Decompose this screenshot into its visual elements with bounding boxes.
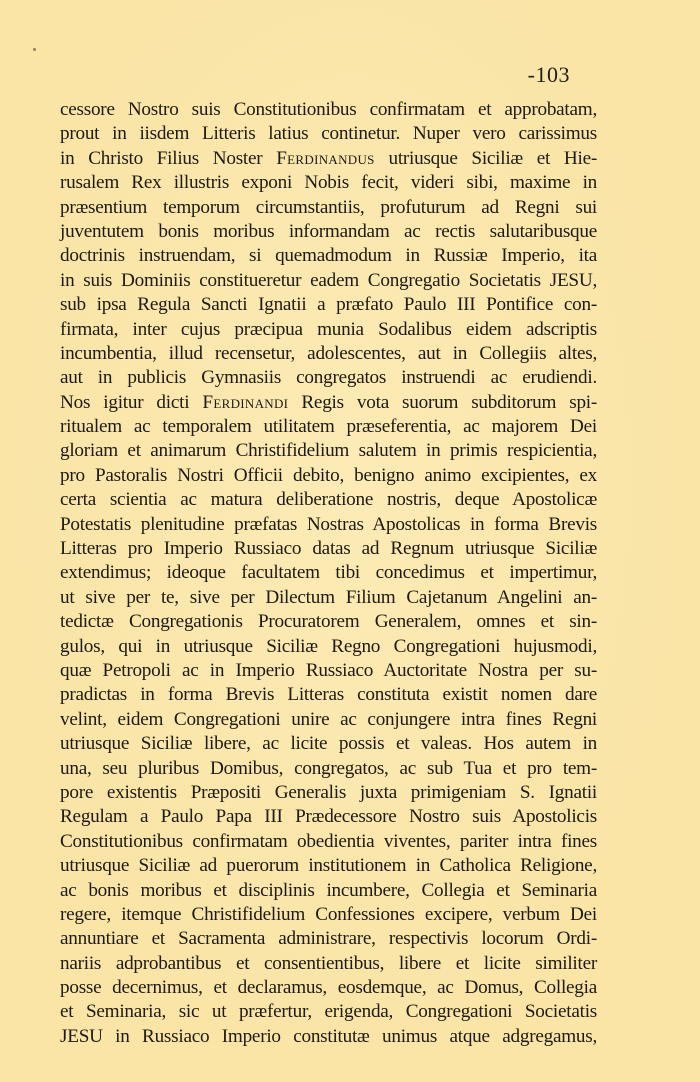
text-line: et Seminaria, sic ut præfertur, erigenda, Congregationi Societatis <box>60 1001 597 1023</box>
text-line: annuntiare et Sacramenta administrare, respectivis locorum Ordi- <box>60 928 597 950</box>
page-number: -103 <box>527 62 570 87</box>
text-line: regere, itemque Christifidelium Confessiones excipere, verbum Dei <box>60 903 597 925</box>
text-line: tedictæ Congregationis Procuratorem Generalem, omnes et sin- <box>60 611 597 633</box>
text-line: Constitutionibus confirmatam obedientia viventes, pariter intra fines <box>60 830 597 852</box>
text-line: Litteras pro Imperio Russiaco datas ad Regnum utriusque Siciliæ <box>60 538 597 560</box>
small-caps-name: Ferdinandus <box>276 147 375 169</box>
text-line: incumbentia, illud recensetur, adolescentes, aut in Collegiis altes, <box>60 342 597 364</box>
text-line: sub ipsa Regula Sancti Ignatii a præfato Paulo III Pontifice con- <box>60 294 597 316</box>
text-line: JESU in Russiaco Imperio constitutæ unimus atque adgregamus, <box>60 1025 597 1047</box>
small-caps-name: Ferdinandi <box>202 391 289 413</box>
text-line: juventutem bonis moribus informandam ac rectis salutaribusque <box>60 220 597 242</box>
text-line: ut sive per te, sive per Dilectum Filium Cajetanum Angelini an- <box>60 586 597 608</box>
text-line: una, seu pluribus Domibus, congregatos, ac sub Tua et pro tem- <box>60 757 597 779</box>
text-line: utriusque Siciliæ ad puerorum institutionem in Catholica Religione, <box>60 855 597 877</box>
text-line: Potestatis plenitudine præfatas Nostras Apostolicas in forma Brevis <box>60 513 597 535</box>
text-line: pro Pastoralis Nostri Officii debito, benigno animo excipientes, ex <box>60 464 597 486</box>
text-line: ac bonis moribus et disciplinis incumbere, Collegia et Seminaria <box>60 879 597 901</box>
text-line: rusalem Rex illustris exponi Nobis fecit, videri sibi, maxime in <box>60 172 597 194</box>
text-line: utriusque Siciliæ libere, ac licite possis et valeas. Hos autem in <box>60 733 597 755</box>
text-line: ritualem ac temporalem utilitatem præseferentia, ac majorem Dei <box>60 416 597 438</box>
text-line: doctrinis instruendam, si quemadmodum in Russiæ Imperio, ita <box>60 245 597 267</box>
text-line: Nos igitur dicti Ferdinandi Regis vota suorum subditorum spi- <box>60 391 598 413</box>
text-line: certa scientia ac matura deliberatione nostris, deque Apostolicæ <box>60 489 597 511</box>
text-line: cessore Nostro suis Constitutionibus confirmatam et approbatam, <box>60 99 597 120</box>
text-line: in Christo Filius Noster Ferdinandus utriusque Siciliæ et Hie- <box>60 147 597 169</box>
text-line: pradictas in forma Brevis Litteras constituta existit nomen dare <box>60 684 597 706</box>
text-line: nariis adprobantibus et consentientibus, libere et licite similiter <box>60 952 597 974</box>
text-line: Regulam a Paulo Papa III Prædecessore Nostro suis Apostolicis <box>60 806 597 828</box>
print-speck <box>33 48 36 51</box>
text-line: posse decernimus, et declaramus, eosdemque, ac Domus, Collegia <box>60 977 597 999</box>
text-line: prout in iisdem Litteris latius continetur. Nuper vero carissimus <box>60 123 597 145</box>
text-line: aut in publicis Gymnasiis congregatos instruendi ac erudiendi. <box>60 367 597 389</box>
text-line: in suis Dominiis constitueretur eadem Congregatio Societatis JESU, <box>60 269 597 291</box>
text-line: firmata, inter cujus præcipua munia Sodalibus eidem adscriptis <box>60 318 597 340</box>
text-line: præsentium temporum circumstantiis, profuturum ad Regni sui <box>60 196 597 218</box>
text-line: pore existentis Præpositi Generalis juxta primigeniam S. Ignatii <box>60 781 597 803</box>
text-line: velint, eidem Congregationi unire ac conjungere intra fines Regni <box>60 708 597 730</box>
text-line: gulos, qui in utriusque Siciliæ Regno Congregationi hujusmodi, <box>60 635 597 657</box>
text-line: quæ Petropoli ac in Imperio Russiaco Auctoritate Nostra per su- <box>60 659 597 681</box>
text-line: gloriam et animarum Christifidelium salutem in primis respicientia, <box>60 440 597 462</box>
body-text <box>60 98 597 1049</box>
text-line: extendimus; ideoque facultatem tibi concedimus et impertimur, <box>60 562 597 584</box>
